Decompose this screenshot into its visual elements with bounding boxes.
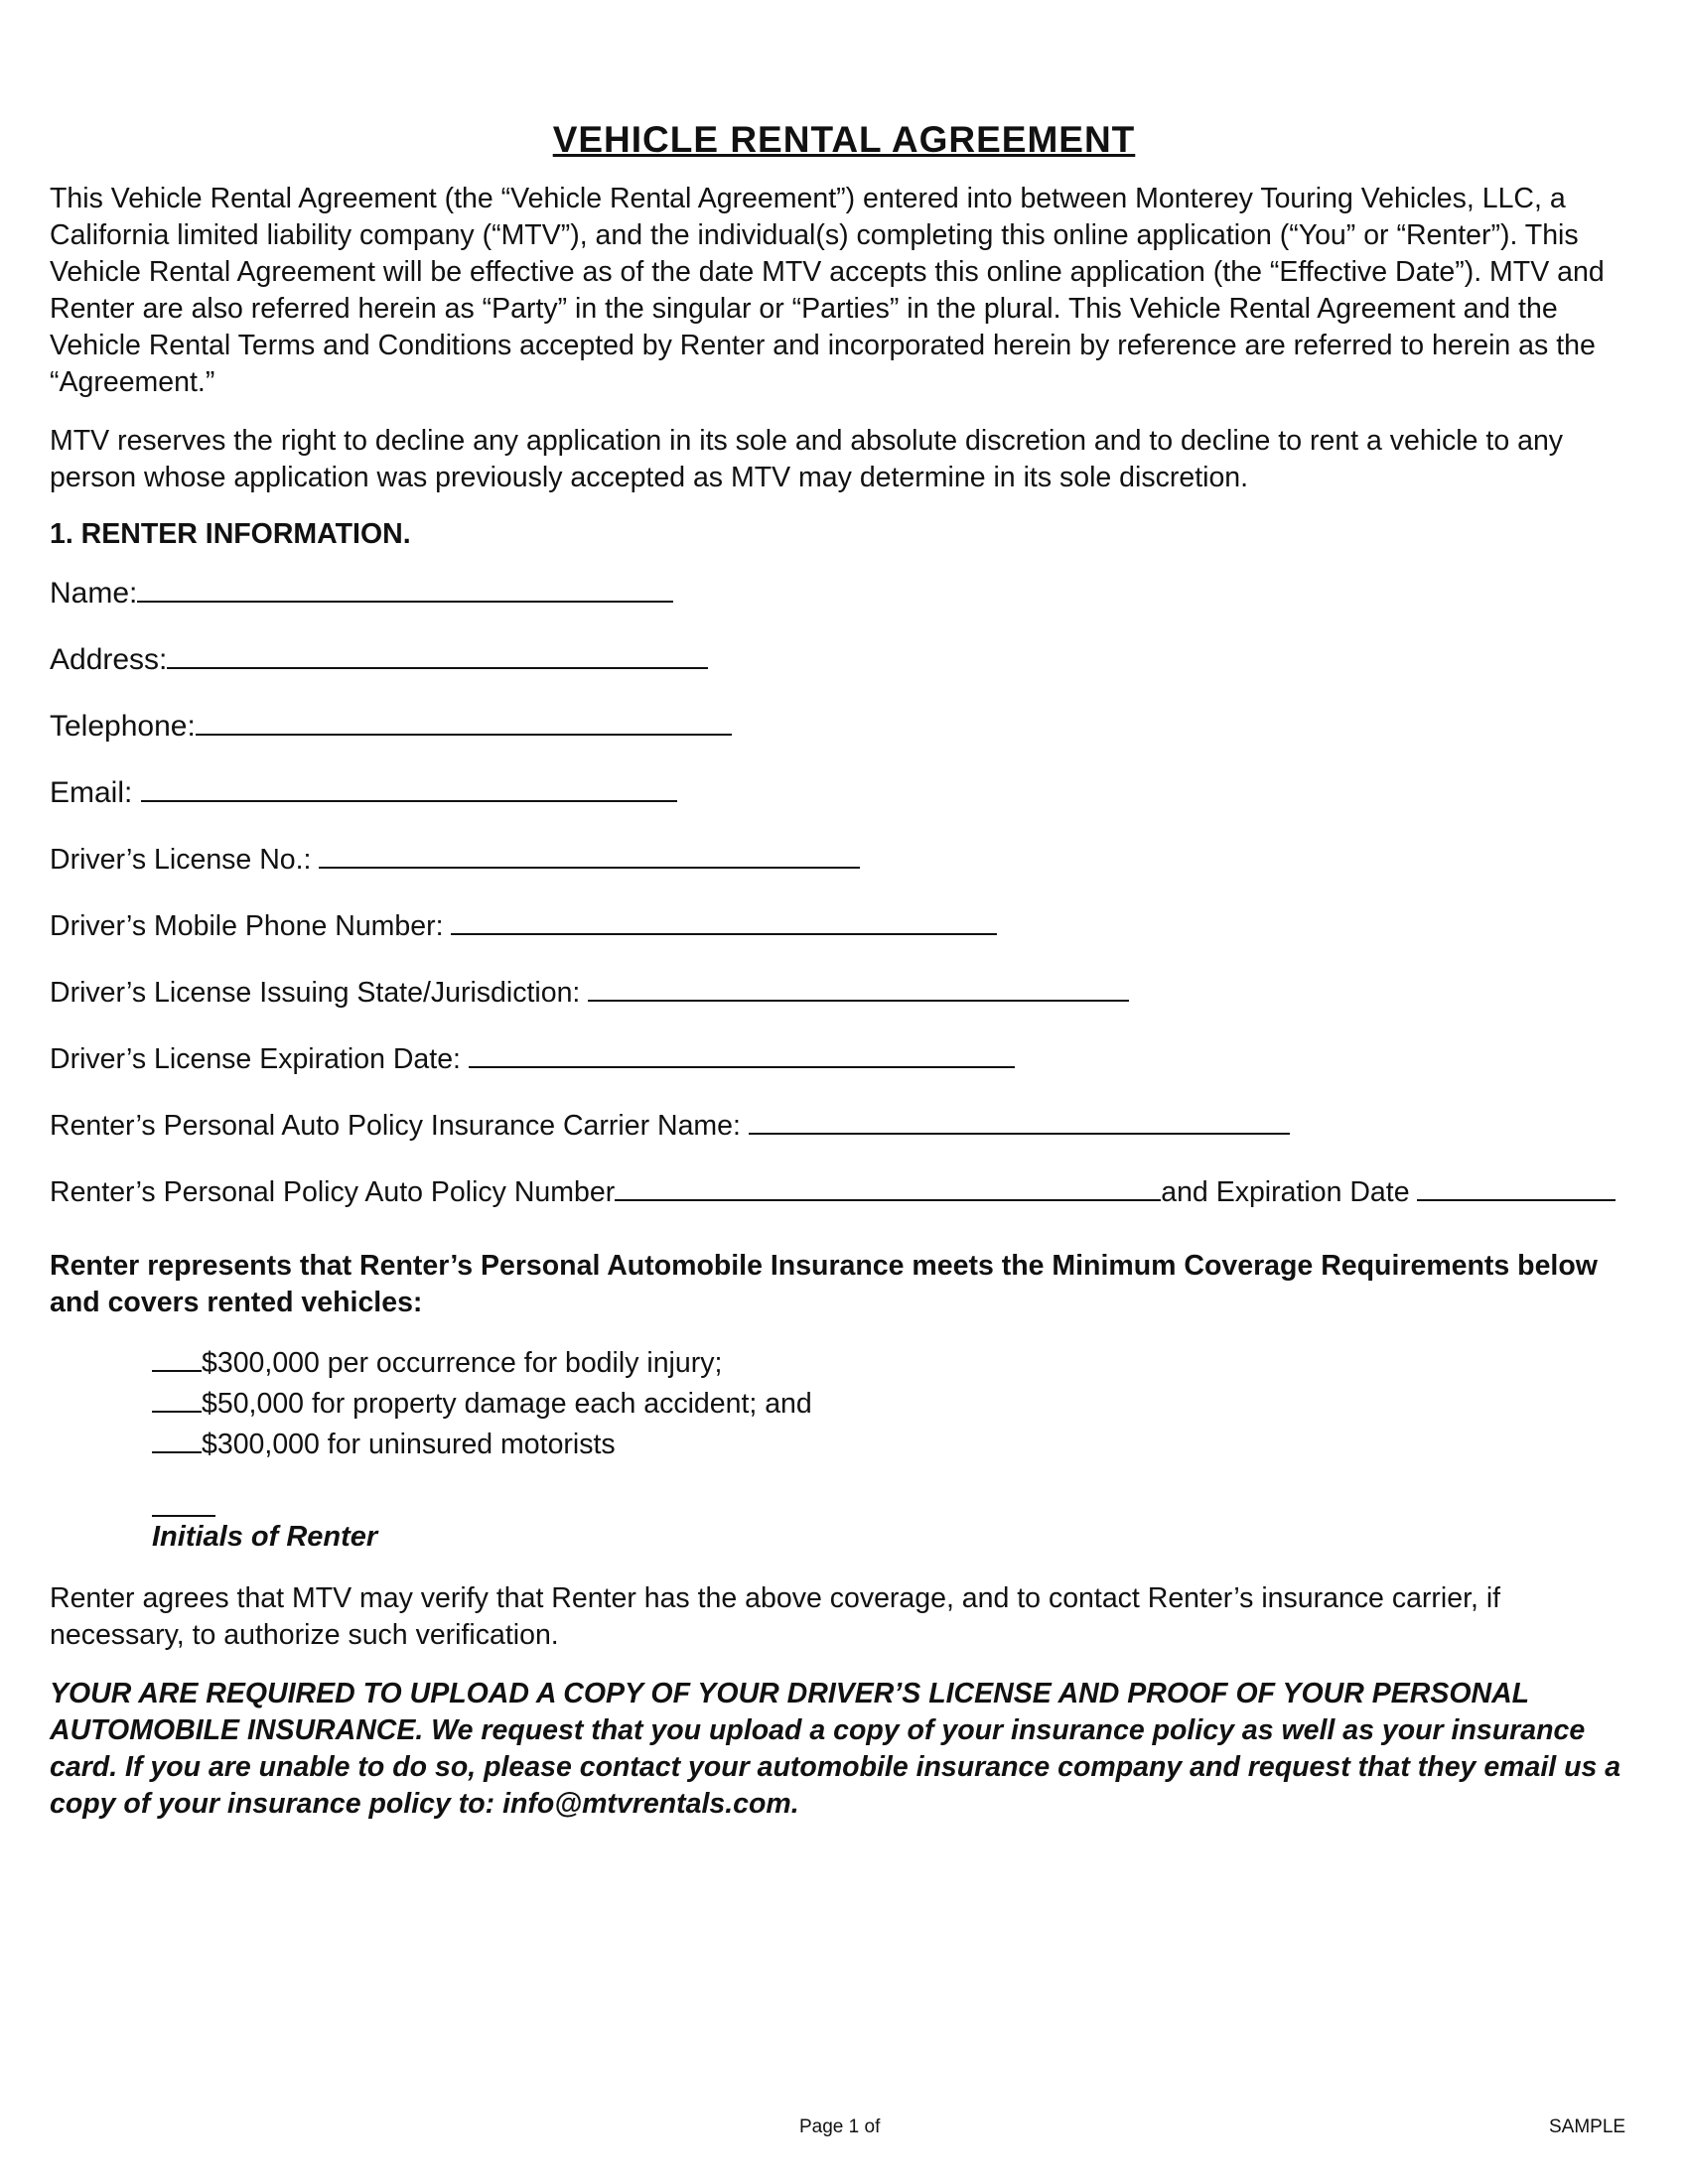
- license-expiration-label: Driver’s License Expiration Date:: [50, 1043, 469, 1075]
- verify-paragraph: Renter agrees that MTV may verify that Renter has the above coverage, and to contact Renter’s insurance carrier, if necessary, to authorize such verification.: [50, 1582, 1501, 1651]
- address-field[interactable]: [50, 639, 1638, 706]
- section-heading-renter-info: 1. RENTER INFORMATION.: [50, 518, 411, 550]
- email-field[interactable]: [50, 772, 1638, 839]
- license-expiration-line[interactable]: [469, 1038, 1015, 1068]
- issuing-state-label: Driver’s License Issuing State/Jurisdiction:: [50, 977, 589, 1009]
- document-page: [50, 109, 1638, 1823]
- name-label: Name:: [50, 577, 138, 610]
- coverage-item[interactable]: $300,000 for uninsured motorists: [152, 1425, 1638, 1465]
- coverage-initial-line[interactable]: [152, 1426, 202, 1453]
- reserve-paragraph: MTV reserves the right to decline any application in its sole and absolute discretion and to decline to rent a vehicle to any person whose application was previously accepted as MTV may determine in its sole discretion.: [50, 425, 1564, 493]
- policy-expiration-label: and Expiration Date: [1161, 1176, 1418, 1208]
- coverage-list: [152, 1343, 1638, 1465]
- coverage-item[interactable]: $50,000 for property damage each accident; and: [152, 1384, 1638, 1425]
- telephone-label: Telephone:: [50, 710, 196, 743]
- insurance-carrier-line[interactable]: [749, 1105, 1290, 1135]
- coverage-statement: Renter represents that Renter’s Personal Automobile Insurance meets the Minimum Coverage Requirements below and covers rented vehicles:: [50, 1250, 1598, 1318]
- initials-line[interactable]: [152, 1501, 215, 1517]
- initials-label: Initials of Renter: [152, 1521, 378, 1553]
- name-field[interactable]: [50, 573, 1638, 639]
- address-line[interactable]: [167, 639, 708, 669]
- issuing-state-field[interactable]: [50, 972, 1638, 1038]
- email-line[interactable]: [141, 772, 677, 802]
- address-label: Address:: [50, 643, 168, 676]
- page-title: VEHICLE RENTAL AGREEMENT: [552, 119, 1136, 160]
- telephone-field[interactable]: [50, 706, 1638, 772]
- insurance-carrier-label: Renter’s Personal Auto Policy Insurance Carrier Name:: [50, 1110, 749, 1142]
- telephone-line[interactable]: [196, 706, 732, 736]
- upload-requirement: YOUR ARE REQUIRED TO UPLOAD A COPY OF YOUR DRIVER’S LICENSE AND PROOF OF YOUR PERSONAL AUTOMOBILE INSURANCE. We request that you upload a copy of your insurance policy as well as your insurance card. If you are unable to do so, please contact your automobile insurance company and request that they email us a copy of your insurance policy to: info@mtvrentals.com.: [50, 1678, 1621, 1820]
- license-expiration-field[interactable]: [50, 1038, 1638, 1105]
- mobile-phone-label: Driver’s Mobile Phone Number:: [50, 910, 452, 942]
- coverage-initial-line[interactable]: [152, 1344, 202, 1372]
- policy-number-label: Renter’s Personal Policy Auto Policy Number: [50, 1176, 616, 1208]
- coverage-item[interactable]: $300,000 per occurrence for bodily injury;: [152, 1343, 1638, 1384]
- email-label: Email:: [50, 776, 141, 809]
- name-line[interactable]: [137, 573, 673, 603]
- page-number: Page 1 of: [799, 2116, 881, 2137]
- initials-block: [152, 1501, 1638, 1557]
- intro-paragraph: This Vehicle Rental Agreement (the “Vehicle Rental Agreement”) entered into between Monterey Touring Vehicles, LLC, a California limited liability company (“MTV”), and the individual(s) completing this online application (“You” or “Renter”). This Vehicle Rental Agreement will be effective as of the date MTV accepts this online application (the “Effective Date”). MTV and Renter are also referred herein as “Party” in the singular or “Parties” in the plural. This Vehicle Rental Agreement and the Vehicle Rental Terms and Conditions accepted by Renter and incorporated herein by reference are referred to herein as the “Agreement.”: [50, 183, 1605, 398]
- coverage-initial-line[interactable]: [152, 1385, 202, 1413]
- issuing-state-line[interactable]: [588, 972, 1129, 1002]
- mobile-phone-field[interactable]: [50, 905, 1638, 972]
- policy-number-field[interactable]: [50, 1171, 1638, 1238]
- sample-label: SAMPLE: [1549, 2116, 1626, 2137]
- policy-number-line[interactable]: [615, 1171, 1161, 1201]
- license-number-label: Driver’s License No.:: [50, 844, 320, 876]
- policy-expiration-line[interactable]: [1417, 1171, 1616, 1201]
- insurance-carrier-field[interactable]: [50, 1105, 1638, 1171]
- license-number-line[interactable]: [319, 839, 860, 869]
- mobile-phone-line[interactable]: [451, 905, 997, 935]
- license-number-field[interactable]: [50, 839, 1638, 905]
